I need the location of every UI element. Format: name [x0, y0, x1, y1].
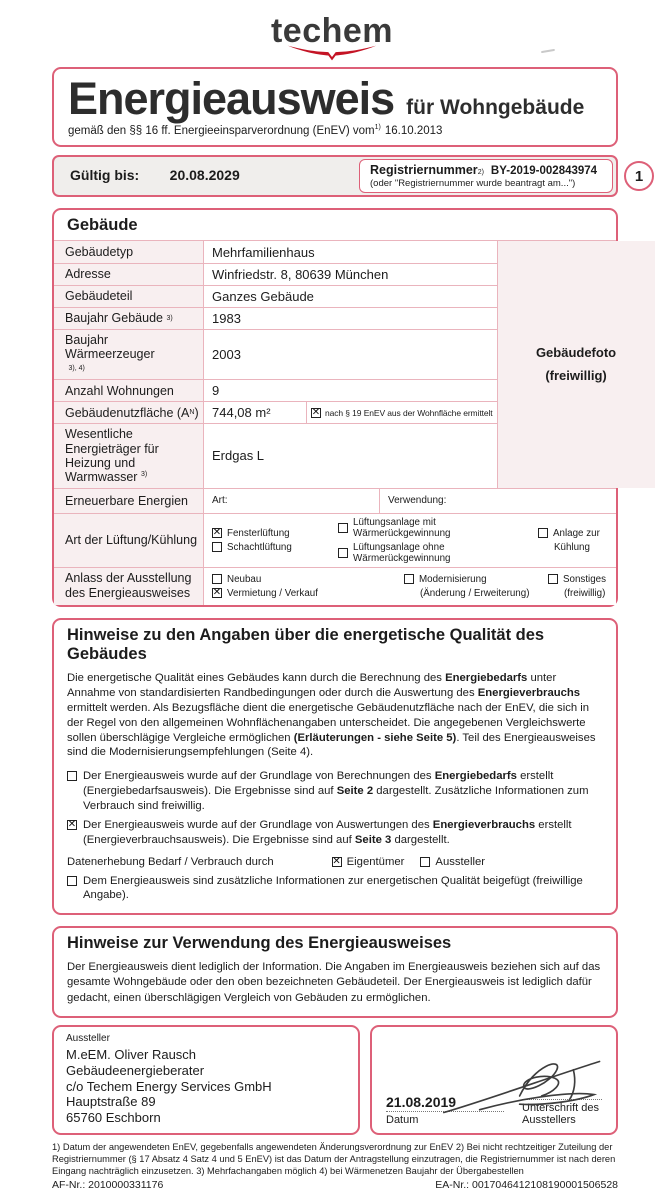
- checkbox-label: Vermietung / Verkauf: [227, 587, 318, 599]
- table-row-adresse: [54, 263, 497, 285]
- law-date: 16.10.2013: [384, 125, 443, 138]
- table-row-baujahr-gebaeude: [54, 307, 497, 329]
- verbrauchsausweis-text: Der Energieausweis wurde auf der Grundlage von Auswertungen des Energieverbrauchs erstellt (Energieverbrauchsausweis). Die Ergebnisse sind auf Seite 3 dargestellt.: [83, 819, 572, 847]
- row-label: Wesentliche Energieträger für Heizung und Warmwasser $^{3)}$: [54, 424, 204, 488]
- row-label: Baujahr Gebäude 3): [54, 308, 204, 329]
- page-number: 1: [634, 167, 644, 185]
- row-label: Gebäudenutzfläche (A N ): [54, 402, 204, 423]
- row-value: 1983: [204, 308, 497, 329]
- ea-number: EA-Nr.: 0017046412108190001506528: [435, 1179, 618, 1191]
- lueftung-ohne-wrg-checkbox[interactable]: [338, 548, 348, 558]
- bedarfsausweis-option: [67, 769, 603, 813]
- erneuerbare-verwendung-field[interactable]: Verwendung:: [379, 489, 616, 513]
- option-schachtlueftung: [212, 542, 334, 553]
- table-row-baujahr-waermeerzeuger: [54, 329, 497, 379]
- row-label: Anzahl Wohnungen: [54, 380, 204, 401]
- gebaeude-section-title: Gebäude: [67, 216, 138, 235]
- eigentuemer-label: Eigentümer: [346, 855, 405, 868]
- zusatzinfo-option: [67, 874, 603, 903]
- footnote-marker-3-4: 3), 4): [68, 364, 85, 372]
- option-sonstiges: [548, 574, 612, 585]
- table-row-gebaeudenutzflaeche: [54, 401, 497, 423]
- eigentuemer-checkbox[interactable]: [332, 857, 342, 867]
- row-value: 9: [204, 380, 497, 401]
- option-fensterlueftung: [212, 528, 334, 539]
- techem-logo-text: techem: [270, 12, 394, 50]
- sonstiges-checkbox[interactable]: [548, 574, 558, 584]
- bedarfsausweis-text: Der Energieausweis wurde auf der Grundlage von Berechnungen des Energiebedarfs erstellt (Energiebedarfsausweis). Die Ergebnisse sind auf Seite 2 dargestellt. Zusätzliche Informationen zum Verbrauch sind freiwillig.: [83, 770, 589, 812]
- row-label: Anlass der Ausstellung des Energieausweises: [54, 568, 204, 605]
- valid-until-label: Gültig bis:: [70, 167, 140, 184]
- verbrauchsausweis-checkbox[interactable]: [67, 820, 77, 830]
- registration-number-box: [359, 159, 613, 193]
- validity-bar: [52, 155, 618, 197]
- footnote-marker-1: 1): [374, 124, 381, 132]
- page-number-badge: [624, 161, 654, 191]
- checkbox-label: Anlage zur: [553, 527, 600, 539]
- table-row-energietraeger: [54, 423, 497, 488]
- row-value: Ganzes Gebäude: [204, 286, 497, 307]
- footer: [52, 1141, 618, 1191]
- checkbox-label: Lüftungsanlage mit Wärmerückgewinnung: [353, 516, 451, 539]
- option-vermietung: [212, 588, 400, 599]
- vermietung-checkbox[interactable]: [212, 588, 222, 598]
- verbrauchsausweis-option: [67, 818, 603, 847]
- checkbox-label: Fensterlüftung: [227, 527, 290, 539]
- hinweise-qualitaet-section: [52, 618, 618, 915]
- gebaeudefoto-placeholder: [497, 241, 655, 488]
- option-modernisierung: [404, 574, 544, 585]
- title-box: [52, 67, 618, 147]
- registration-number: BY-2019-002843974: [490, 165, 598, 178]
- row-label: Baujahr Wärmeerzeuger 3), 4): [54, 330, 204, 379]
- signature-date: 21.08.2019: [386, 1094, 504, 1112]
- schachtlueftung-checkbox[interactable]: [212, 542, 222, 552]
- checkbox-label-line2: Kühlung: [554, 541, 590, 553]
- checkbox-label: Schachtlüftung: [227, 541, 292, 553]
- aussteller-checkbox[interactable]: [420, 857, 430, 867]
- datenerhebung-line: [67, 856, 603, 868]
- registration-label: Registriernummer: [370, 163, 478, 178]
- row-value: Winfriedstr. 8, 80639 München: [204, 264, 497, 285]
- aussteller-option-label: Aussteller: [435, 855, 486, 868]
- table-row-lueftung: [54, 513, 616, 567]
- option-neubau: [212, 574, 400, 585]
- aussteller-box: [52, 1025, 360, 1135]
- neubau-checkbox[interactable]: [212, 574, 222, 584]
- footnotes: 1) Datum der angewendeten EnEV, gegebenfalls angewendeten Änderungsverordnung zur EnEV 2) Bei nicht rechtzeitiger Zuteilung der Registriernummer (§ 17 Absatz 4 Satz 4 und 5 EnEV) ist das Datum der Antragstellung einzutragen, die Registriernummer ist nach deren Eingang nachträglich einzusetzen. 3) Mehrfachangaben möglich 4) bei Wärmenetzen Baujahr der Übergabestellen: [52, 1142, 616, 1177]
- table-row-gebaeudeteil: [54, 285, 497, 307]
- gebaeudefoto-label: Gebäudefoto: [535, 345, 617, 361]
- valid-until: [70, 167, 240, 185]
- aussteller-label: Aussteller: [66, 1032, 110, 1044]
- scan-artifact: [541, 49, 555, 53]
- row-label: Erneuerbare Energien: [54, 489, 204, 513]
- table-row-gebaeudetyp: [54, 241, 497, 263]
- wohnflaeche-checkbox[interactable]: [311, 408, 321, 418]
- modernisierung-checkbox[interactable]: [404, 574, 414, 584]
- lueftung-mit-wrg-checkbox[interactable]: [338, 523, 348, 533]
- gebaeude-section: [52, 208, 618, 607]
- row-value: 744,08 m²: [204, 402, 306, 423]
- page-title: Energieausweis: [68, 73, 395, 124]
- date-label: Datum: [386, 1114, 419, 1127]
- footnote-marker-3: 3): [166, 314, 173, 322]
- law-reference: [68, 124, 602, 137]
- row-label: Gebäudetyp: [54, 241, 204, 263]
- signature-group: [522, 1088, 602, 1126]
- footnote-marker-2: 2): [477, 169, 484, 177]
- hinweise-verwendung-title: Hinweise zur Verwendung des Energieausweises: [67, 934, 452, 953]
- row-label: Art der Lüftung/Kühlung: [54, 514, 204, 567]
- row-value: Erdgas L: [204, 424, 497, 488]
- wohnflaeche-check-cell: [306, 402, 497, 423]
- page-title-suffix: für Wohngebäude: [406, 96, 585, 119]
- verwendung-paragraph: Der Energieausweis dient lediglich der Information. Die Angaben im Energieausweis beziehen sich auf das gesamte Wohngebäude oder den oben bezeichneten Gebäudeteil. Der Energieausweis ist lediglich dafür gedacht, einen überschlägigen Vergleich von Gebäuden zu ermöglichen.: [67, 961, 601, 1004]
- hinweise-qualitaet-title: Hinweise zu den Angaben über die energetische Qualität des Gebäudes: [67, 625, 545, 663]
- row-label: Gebäudeteil: [54, 286, 204, 307]
- row-value: 2003: [204, 330, 497, 379]
- law-reference-text: gemäß den §§ 16 ff. Energieeinsparverordnung (EnEV) vom: [68, 125, 375, 138]
- signature-icon: [436, 1056, 606, 1118]
- erneuerbare-art-field[interactable]: Art:: [212, 495, 228, 507]
- checkbox-label: Neubau: [227, 573, 262, 585]
- techem-logo: [247, 14, 417, 61]
- qualitaet-intro-paragraph: Die energetische Qualität eines Gebäudes kann durch die Berechnung des Energiebedarfs unter Annahme von standardisierten Randbedingungen oder durch die Auswertung des Energieverbrauchs ermittelt werden. Als Bezugsfläche dient die energetische Gebäudenutzfläche nach der EnEV, die sich in der Regel von den allgemeinen Wohnflächenangaben unterscheidet. Die angegebenen Vergleichswerte sollen überschlägige Vergleiche ermöglichen (Erläuterungen - siehe Seite 5). Teil des Energieausweises sind die Modernisierungsempfehlungen (Seite 4).: [67, 671, 596, 759]
- zusatzinfo-checkbox[interactable]: [67, 876, 77, 886]
- registration-note: (oder "Registriernummer wurde beantragt am..."): [370, 178, 576, 190]
- checkbox-label: Lüftungsanlage ohne Wärmerückgewinnung: [353, 541, 451, 564]
- datenerhebung-label: Datenerhebung Bedarf / Verbrauch durch: [67, 855, 274, 868]
- aussteller-street: Hauptstraße 89: [66, 1094, 156, 1110]
- checkbox-label-line2: (freiwillig): [564, 587, 606, 599]
- footnote-marker-3b: 3): [140, 471, 148, 479]
- anlage-kuehlung-checkbox[interactable]: [538, 528, 548, 538]
- checkbox-label-line2: (Änderung / Erweiterung): [420, 587, 530, 599]
- row-label: Adresse: [54, 264, 204, 285]
- checkbox-label: Modernisierung: [419, 573, 487, 585]
- energieausweis-page: [0, 12, 664, 1191]
- option-lueftung-ohne-wrg: [338, 542, 534, 564]
- option-anlage-kuehlung: [538, 528, 612, 539]
- checkbox-label: Sonstiges: [563, 573, 607, 585]
- valid-until-date: 20.08.2029: [169, 167, 240, 184]
- table-row-erneuerbare-energien: [54, 488, 616, 513]
- gebaeudefoto-sublabel: (freiwillig): [545, 368, 607, 384]
- zusatzinfo-text: Dem Energieausweis sind zusätzliche Informationen zur energetischen Qualität beigefügt (freiwillige Angabe).: [83, 874, 583, 902]
- table-row-anzahl-wohnungen: [54, 379, 497, 401]
- fensterlueftung-checkbox[interactable]: [212, 528, 222, 538]
- wohnflaeche-checkbox-label: nach § 19 EnEV aus der Wohnfläche ermittelt: [325, 407, 493, 418]
- row-value: Mehrfamilienhaus: [204, 241, 497, 263]
- table-row-anlass: [54, 567, 616, 605]
- af-number: AF-Nr.: 2010000331176: [52, 1179, 164, 1191]
- aussteller-name: M.eEM. Oliver Rausch: [66, 1046, 197, 1062]
- option-lueftung-mit-wrg: [338, 517, 534, 539]
- signature-box: [370, 1025, 618, 1135]
- hinweise-verwendung-section: [52, 926, 618, 1018]
- aussteller-city: 65760 Eschborn: [66, 1110, 161, 1126]
- aussteller-role: Gebäudeenergieberater: [66, 1062, 205, 1078]
- bedarfsausweis-checkbox[interactable]: [67, 771, 77, 781]
- aussteller-company: c/o Techem Energy Services GmbH: [66, 1078, 272, 1094]
- signature-label: Unterschrift des Ausstellers: [522, 1102, 600, 1127]
